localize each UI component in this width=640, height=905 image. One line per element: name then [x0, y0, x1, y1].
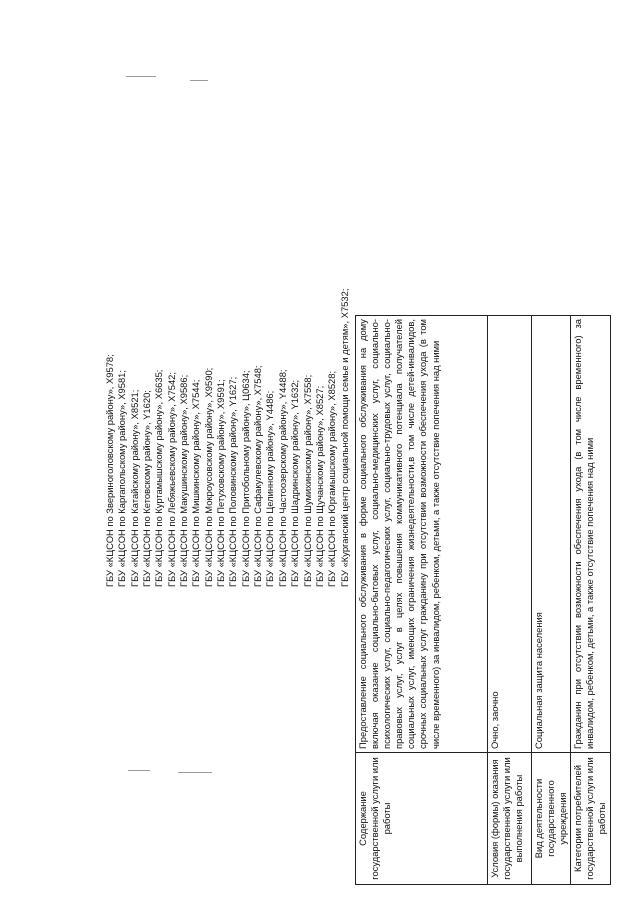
row-value-conditions: Очно, заочно [488, 316, 532, 753]
row-value-consumers: Гражданин при отсутствии возможности обеспечения ухода (в том числе временного) за инвалидом, ребенком, детьми, а также отсутствие попечения над ними [571, 316, 610, 753]
organization-line: ГБУ «Курганский центр социальной помощи семье и детям», X7532; [338, 288, 350, 587]
organization-line: ГБУ «КЦСОН по Петуховскому району», X9591; [215, 379, 227, 587]
table-row [532, 316, 571, 885]
organization-line: ГБУ «КЦСОН по Куртамышскому району», X6635; [153, 369, 165, 587]
organization-line: ГБУ «КЦСОН по Мишкинскому району», X7544; [190, 379, 202, 587]
row-label-activity: Вид деятельности государственного учреждения [532, 753, 571, 885]
row-label-consumers: Категории потребителей государственной услуги или работы [571, 753, 610, 885]
organization-line: ГБУ «КЦСОН по Притобольному району», Ц0634; [239, 370, 251, 587]
organization-line: ГБУ «КЦСОН по Шумихинскому району», X7558; [301, 374, 313, 587]
row-label-conditions: Условия (формы) оказания государственной услуги или выполнения работы [488, 753, 532, 885]
organization-line: ГБУ «КЦСОН по Катайскому району», X8521; [128, 389, 140, 587]
table-row [488, 316, 532, 885]
organization-line: ГБУ «КЦСОН по Целинному району», Y4486; [264, 390, 276, 587]
organization-line: ГБУ «КЦСОН по Щучанскому району», X8527; [313, 385, 325, 587]
row-value-content: Предоставление социального обслуживания в форме социального обслуживания на дому включая оказание социально-бытовых услуг, социально-медицинских услуг, социально-психологических услуг, социально-педагогических услуг, социально-трудовых услуг, социально-правовых услуг, услуг в целях повышения коммуникативного потенциала получателей социальных услуг, имеющих ограничения жизнедеятельности,в том числе детей-инвалидов, срочных социальных услуг гражданину при отсутствии возможности обеспечения ухода (в том числе временного) за инвалидом, ребенком, детьми, а также отсутствие попечения над ними [356, 316, 488, 753]
organization-line: ГБУ «КЦСОН по Шадринскому району», Y1632; [289, 379, 301, 587]
table-row [571, 316, 610, 885]
service-table [355, 315, 611, 885]
organization-line: ГБУ «КЦСОН по Звериноголовскому району», X9578; [104, 354, 115, 587]
organization-line: ГБУ «КЦСОН по Сафакулевскому району», X7548; [252, 365, 264, 587]
organization-line: ГБУ «КЦСОН по Кетовскому району», Y1620; [141, 390, 153, 587]
row-value-activity: Социальная защита населения [532, 316, 571, 753]
organization-line: ГБУ «КЦСОН по Юргамышскому району», X8528; [326, 370, 338, 587]
organization-line: ГБУ «КЦСОН по Мокроусовскому району», X9590; [202, 367, 214, 587]
organization-line: ГБУ «КЦСОН по Половинскому району», Y1627; [227, 376, 239, 587]
organization-line: ГБУ «КЦСОН по Частоозерскому району», Y4488; [276, 369, 288, 587]
organization-line: ГБУ «КЦСОН по Макушинскому району», X9586; [178, 374, 190, 587]
row-label-content: Содержание государственной услуги или работы [356, 753, 488, 885]
organization-list [104, 289, 351, 587]
organization-line: ГБУ «КЦСОН по Каргапольскому району», X9581; [116, 369, 128, 587]
table-row [356, 316, 488, 885]
organization-line: ГБУ «КЦСОН по Лебяжьевскому району», X7542; [165, 372, 177, 587]
